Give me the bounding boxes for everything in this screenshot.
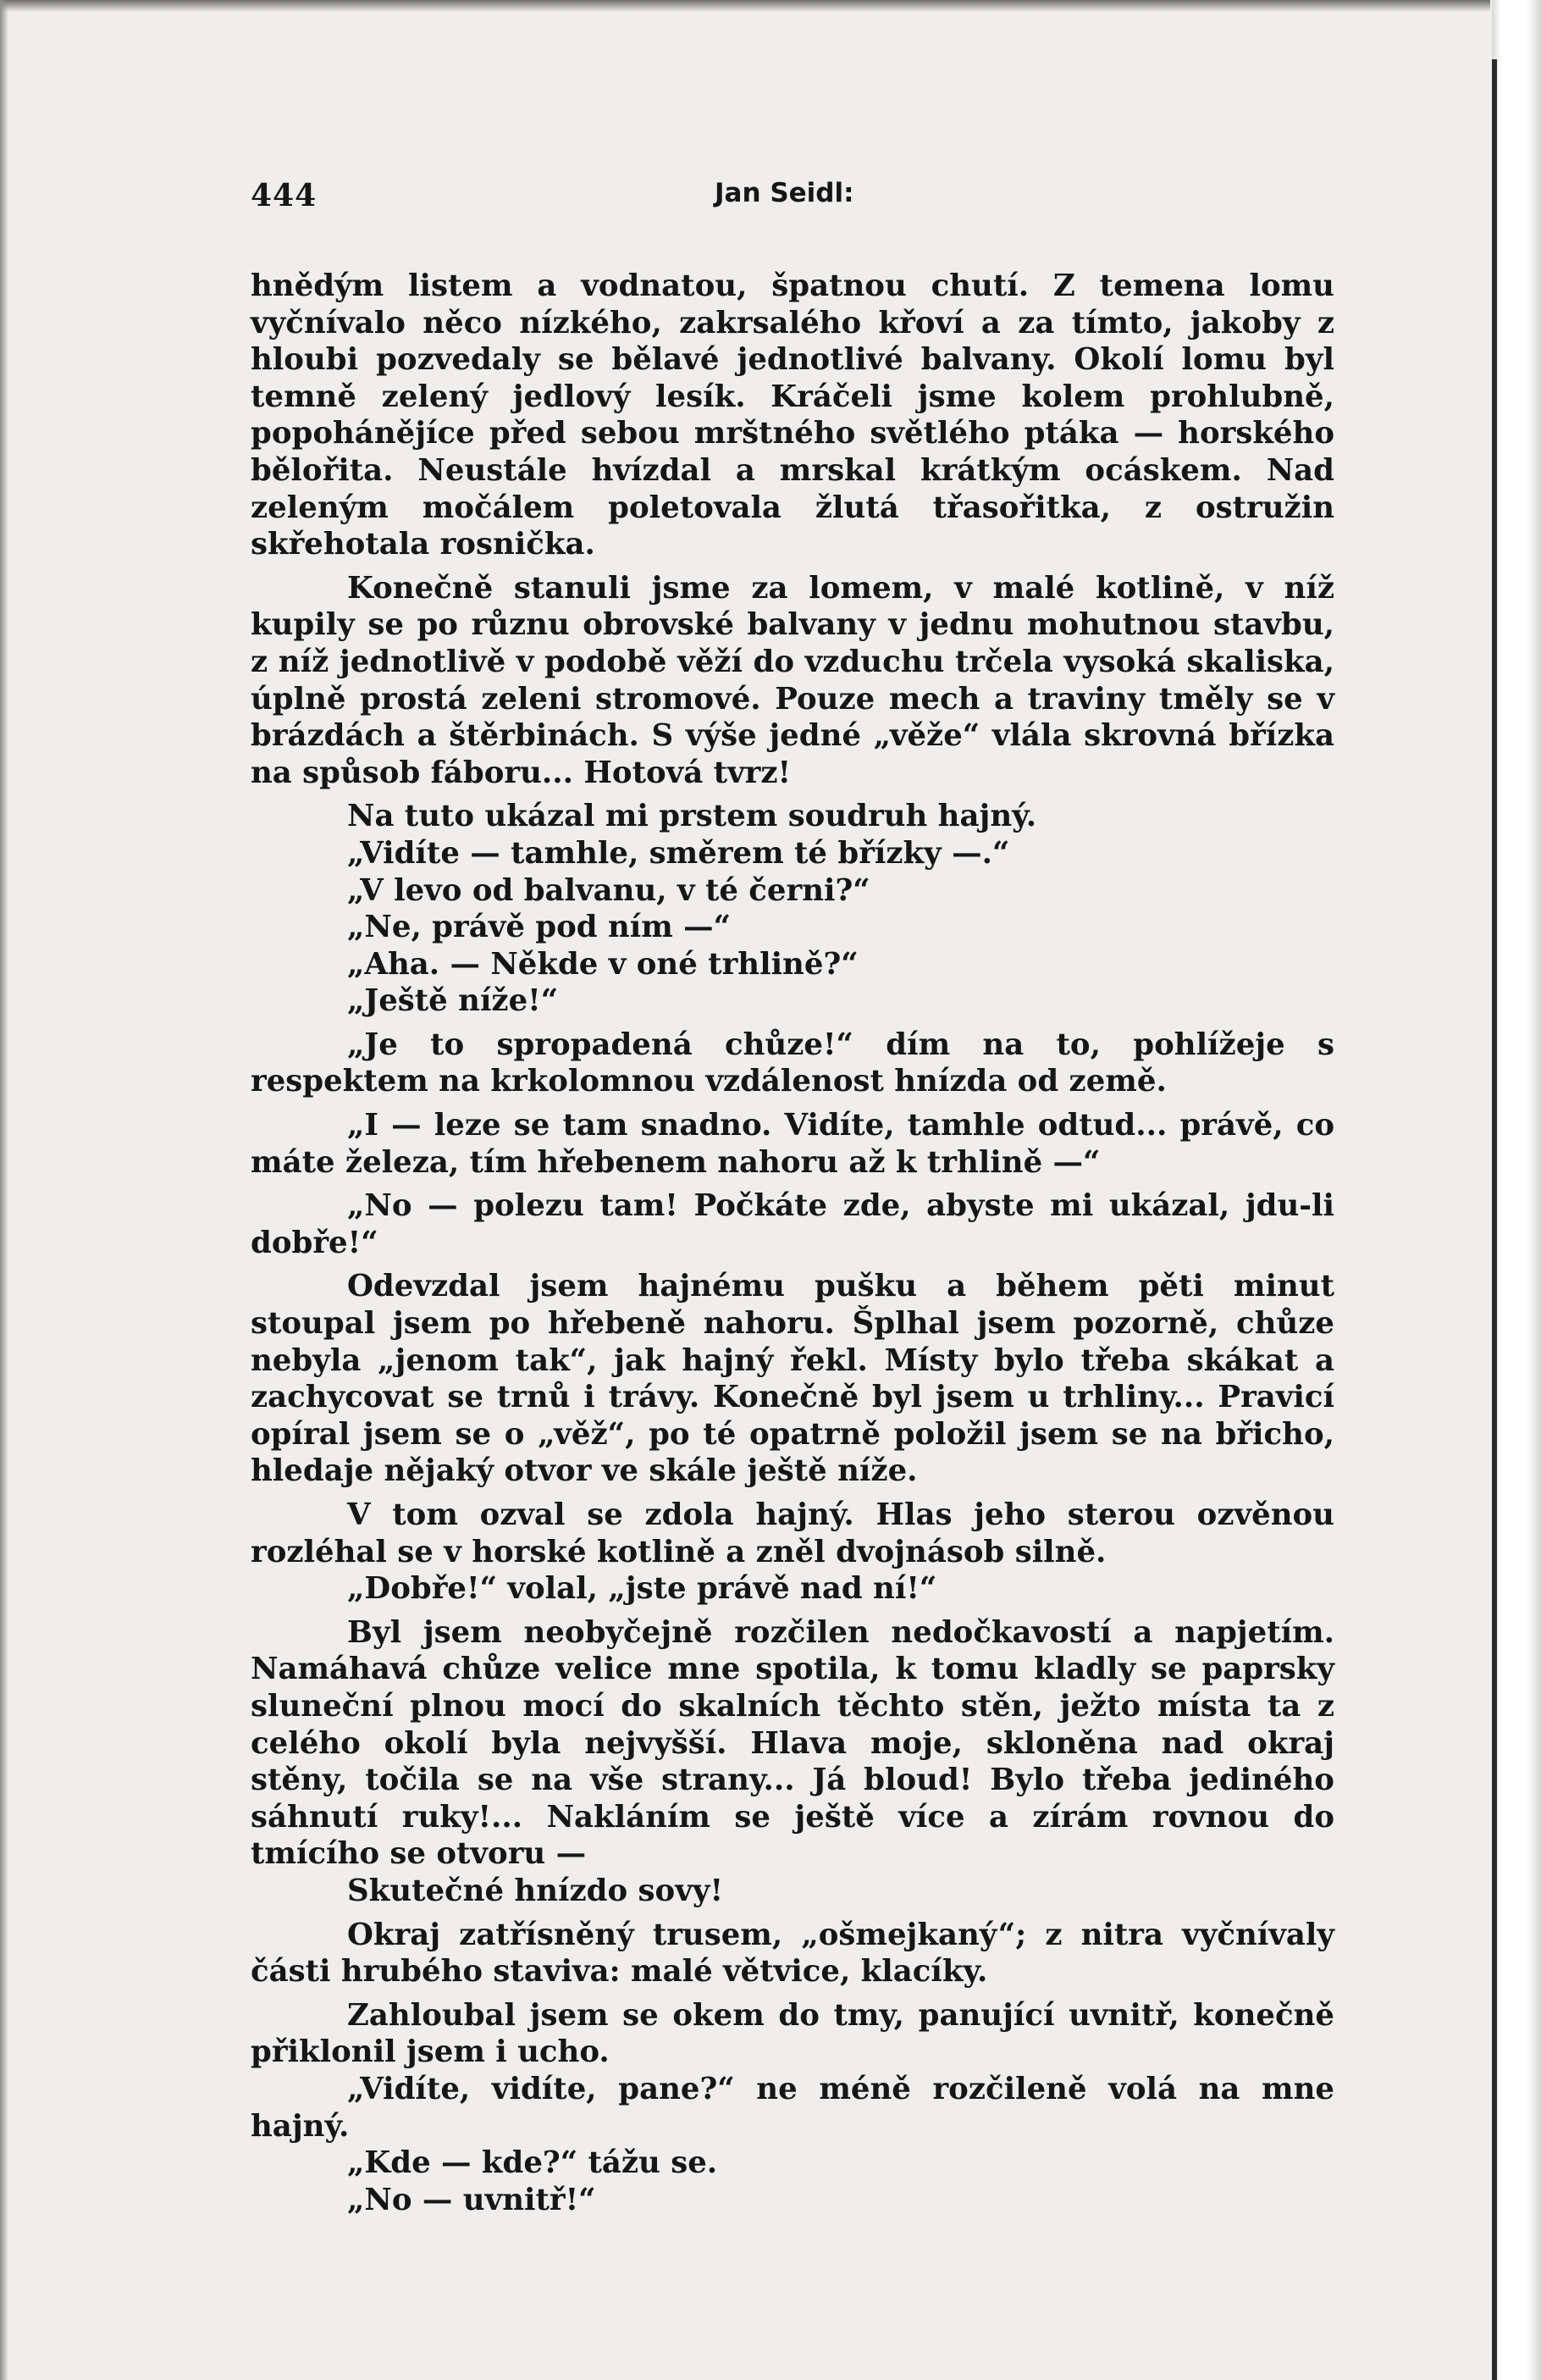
paragraph: Skutečné hnízdo sovy!: [347, 1873, 724, 1908]
page-number: 444: [251, 178, 318, 213]
dialogue-line: „Ne, právě pod ním —“: [347, 910, 732, 945]
paragraph: Odevzdal jsem hajnému pušku a během pěti minut stoupal jsem po hřebeně nahoru. Šplhal jsem pozorně, chůze nebyla „jenom tak“, jak hajný řekl. Místy bylo třeba skákat a zachycovat se trnů i trávy. Konečně byl jsem u trhliny... Pravicí opíral jsem se o „věž“, po té opatrně položil jsem se na břicho, hledaje nějaký otvor ve skále ještě níže.: [251, 1269, 1334, 1489]
scan-left-shadow: [0, 0, 8, 2380]
paragraph: Okraj zatřísněný trusem, „ošmejkaný“; z nitra vyčnívaly části hrubého staviva: malé větvice, klacíky.: [251, 1917, 1334, 1990]
dialogue-line: „Vidíte, vidíte, pane?“ ne méně rozčileně volá na mne hajný.: [251, 2071, 1334, 2144]
paragraph: V tom ozval se zdola hajný. Hlas jeho sterou ozvěnou rozléhal se v horské kotlině a zněl dvojnásob silně.: [251, 1497, 1334, 1569]
paragraph: Zahloubal jsem se okem do tmy, panující uvnitř, konečně přiklonil jsem i ucho.: [251, 1997, 1334, 2070]
paragraph: Konečně stanuli jsme za lomem, v malé kotlině, v níž kupily se po různu obrovské balvany v jednu mohutnou stavbu, z níž jednotlivě v podobě věží do vzduchu trčela vysoká skaliska, úplně prostá zeleni stromové. Pouze mech a traviny tměly se v brázdách a štěrbinách. S výše jedné „věže“ vlála skrovná břízka na spůsob fáboru... Hotová tvrz!: [251, 570, 1334, 790]
dialogue-line: „No — uvnitř!“: [347, 2182, 596, 2217]
dialogue-line: „V levo od balvanu, v té černi?“: [347, 872, 870, 908]
dialogue-line: „Ještě níže!“: [347, 983, 559, 1019]
paragraph: „I — leze se tam snadno. Vidíte, tamhle odtud... právě, co máte železa, tím hřebenem nahoru až k trhlině —“: [251, 1108, 1334, 1180]
running-head: Jan Seidl:: [715, 178, 854, 208]
paragraph: „Je to spropadená chůze!“ dím na to, pohlížeje s respektem na krkolomnou vzdálenost hnízda od země.: [251, 1027, 1334, 1099]
paragraph: Na tuto ukázal mi prstem soudruh hajný.: [347, 799, 1037, 834]
dialogue-line: „No — polezu tam! Počkáte zde, abyste mi ukázal, jdu-li dobře!“: [251, 1188, 1334, 1260]
body-text: [251, 268, 1334, 2218]
dialogue-line: „Kde — kde?“ tážu se.: [347, 2145, 718, 2181]
paragraph: Byl jsem neobyčejně rozčilen nedočkavostí a napjetím. Namáhavá chůze velice mne spotila, k tomu kladly se paprsky sluneční plnou mocí do skalních těchto stěn, ježto místa ta z celého okolí byla nejvyšší. Hlava moje, skloněna nad okraj stěny, točila se na vše strany... Já bloud! Bylo třeba jediného sáhnutí ruky!... Nakláním se ještě více a zírám rovnou do tmícího se otvoru —: [251, 1614, 1334, 1872]
dialogue-line: „Vidíte — tamhle, směrem té břízky —.“: [347, 835, 1010, 871]
page-header: [251, 178, 1334, 220]
scan-top-shadow: [0, 0, 1490, 12]
paragraph: hnědým listem a vodnatou, špatnou chutí. Z temena lomu vyčnívalo něco nízkého, zakrsalého křoví a za tímto, jakoby z hloubi pozvedaly se bělavé jednotlivé balvany. Okolí lomu byl temně zelený jedlový lesík. Kráčeli jsme kolem prohlubně, popohánějíce před sebou mrštného světlého ptáka — horského bělořita. Neustále hvízdal a mrskal krátkým ocáskem. Nad zeleným močálem poletovala žlutá třasořitka, z ostružin skřehotala rosnička.: [251, 268, 1334, 562]
dialogue-line: „Dobře!“ volal, „jste právě nad ní!“: [347, 1571, 937, 1607]
page-edge: [1492, 0, 1541, 2380]
dialogue-line: „Aha. — Někde v oné trhlině?“: [347, 946, 859, 982]
